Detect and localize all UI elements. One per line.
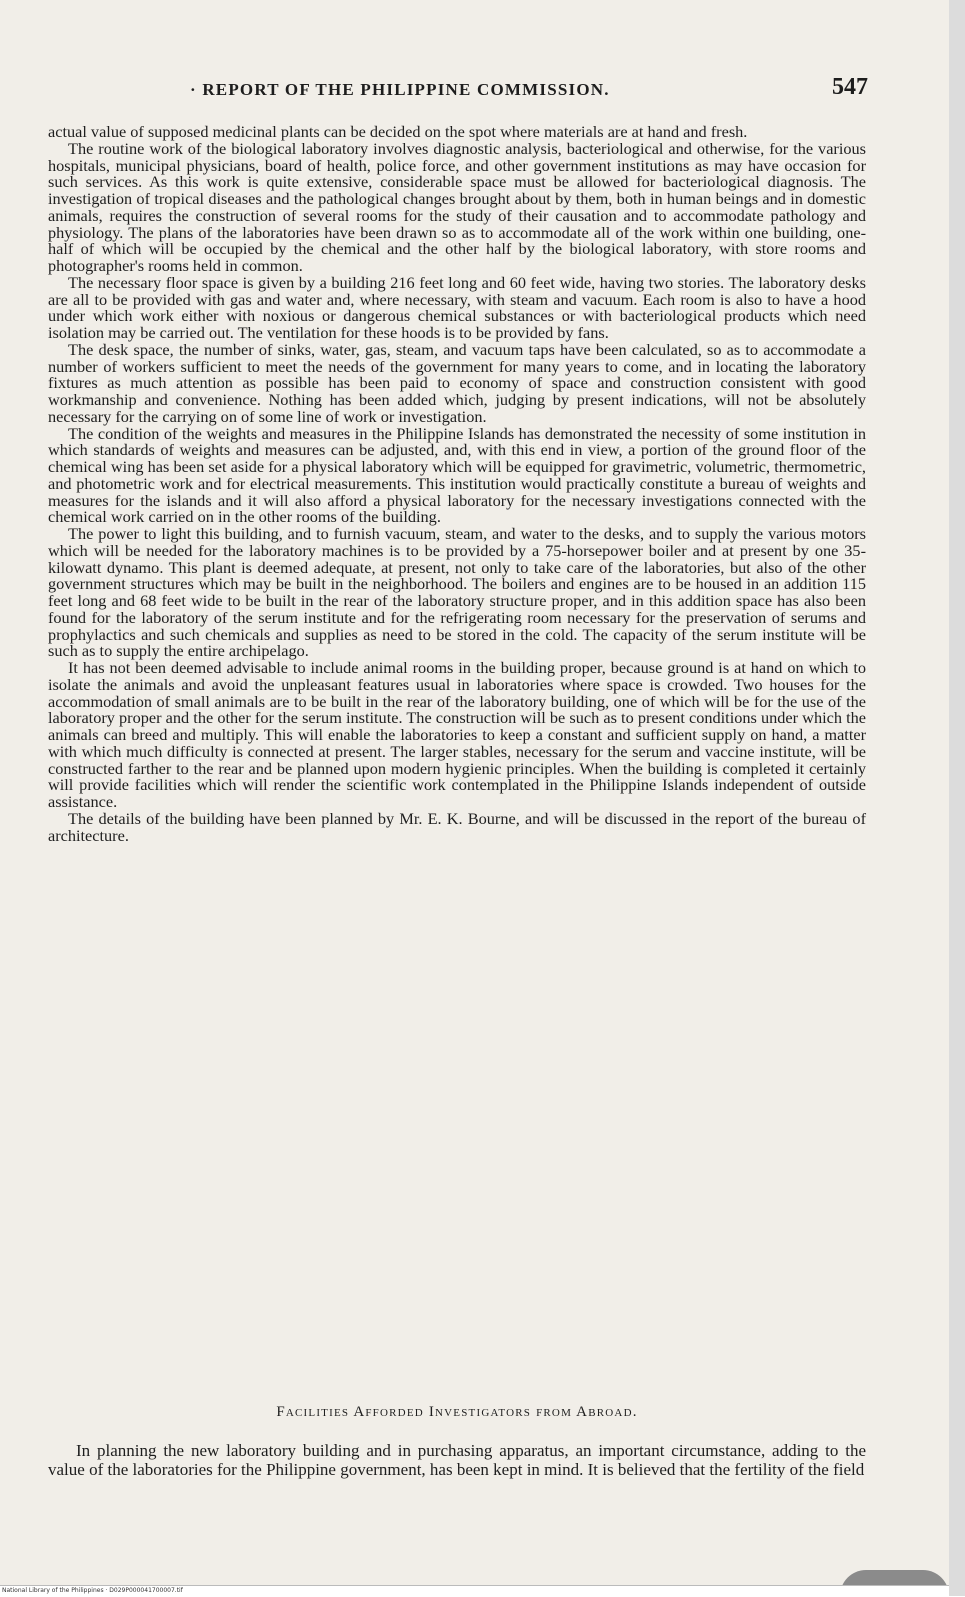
paragraph: The desk space, the number of sinks, water, gas, steam, and vacuum taps have been calculated, so as to accommodate a number of workers sufficient to meet the needs of the government for many years to come, and in locating the laboratory fixtures as much attention as possible has been paid to economy of space and construction consistent with good workmanship and convenience. Nothing has been added which, judging by present indications, will not be absolutely necessary for the carrying on of some line of work or investigation. xyxy=(48,339,866,426)
paragraph: In planning the new laboratory building and in purchasing apparatus, an important circumstance, adding to the value of the laboratories for the Philippine government, has been kept in mind. It is believed that the fertility of the field xyxy=(48,1441,866,1479)
body-text xyxy=(48,124,866,844)
page-header xyxy=(190,74,870,104)
paragraph: The routine work of the biological laboratory involves diagnostic analysis, bacteriological and otherwise, for the various hospitals, municipal physicians, board of health, police force, and other government institutions as may have occasion for such services. As this work is quite extensive, considerable space must be allowed for bacteriological diagnosis. The investigation of tropical diseases and the pathological changes brought about by them, both in human beings and in domestic animals, requires the construction of several rooms for the study of their causation and to accommodate pathology and physiology. The plans of the laboratories have been drawn so as to accommodate all of the work within one building, one-half of which will be occupied by the chemical and the other half by the biological laboratory, with store rooms and photographer's rooms held in common. xyxy=(48,138,866,275)
paragraph: The power to light this building, and to furnish vacuum, steam, and water to the desks, and to supply the various motors which will be needed for the laboratory machines is to be provided by a 75-horsepower boiler and at present by one 35-kilowatt dynamo. This plant is deemed adequate, at present, not only to take care of the laboratories, but also of the other government structures which may be built in the neighborhood. The boilers and engines are to be housed in an addition 115 feet long and 68 feet wide to be built in the rear of the laboratory structure proper, and in this addition space has also been found for the laboratory of the serum institute and for the refrigerating room necessary for the preservation of serums and prophylactics and such chemicals and supplies as need to be stored in the cold. The capacity of the serum institute will be such as to supply the entire archipelago. xyxy=(48,524,866,661)
running-title: · REPORT OF THE PHILIPPINE COMMISSION. xyxy=(190,80,610,99)
section-body xyxy=(48,1441,866,1479)
section-heading: Facilities Afforded Investigators from Abroad. xyxy=(276,1404,638,1420)
scan-footer xyxy=(0,1585,949,1597)
paragraph: The necessary floor space is given by a building 216 feet long and 60 feet wide, having two stories. The laboratory desks are all to be provided with gas and water and, where necessary, with steam and vacuum. Each room is also to have a hood under which work either with noxious or dangerous chemical substances or with bacteriological products which need isolation may be carried out. The ventilation for these hoods is to be provided by fans. xyxy=(48,272,866,342)
footer-text: National Library of the Philippines · D029P000041700007.tif xyxy=(2,1587,183,1594)
paragraph: actual value of supposed medicinal plants can be decided on the spot where materials are at hand and fresh. xyxy=(48,122,748,141)
paragraph: It has not been deemed advisable to include animal rooms in the building proper, because ground is at hand on which to isolate the animals and avoid the unpleasant features usual in laboratories where space is crowded. Two houses for the accommodation of small animals are to be built in the rear of the laboratory building, one of which will be for the use of the laboratory proper and the other for the serum institute. The construction will be such as to present conditions under which the animals can breed and multiply. This will enable the laboratories to keep a constant and sufficient supply on hand, a matter with which much difficulty is connected at present. The larger stables, necessary for the serum and vaccine institute, will be constructed farther to the rear and be planned upon modern hygienic principles. When the building is completed it certainly will provide facilities which will render the scientific work contemplated in the Philippine Islands independent of outside assistance. xyxy=(48,658,866,811)
paragraph: The condition of the weights and measures in the Philippine Islands has demonstrated the necessity of some institution in which standards of weights and measures can be adjusted, and, with this end in view, a portion of the ground floor of the chemical wing has been set aside for a physical laboratory which will be equipped for gravimetric, volumetric, thermometric, and photometric work and for electrical measurements. This institution would practically constitute a bureau of weights and measures for the islands and it will also afford a physical laboratory for the necessary investigations connected with the chemical work carried on in the other rooms of the building. xyxy=(48,423,866,527)
scan-margin xyxy=(949,0,965,1596)
paragraph: The details of the building have been planned by Mr. E. K. Bourne, and will be discussed in the report of the bureau of architecture. xyxy=(48,808,866,845)
page-number: 547 xyxy=(832,74,868,100)
